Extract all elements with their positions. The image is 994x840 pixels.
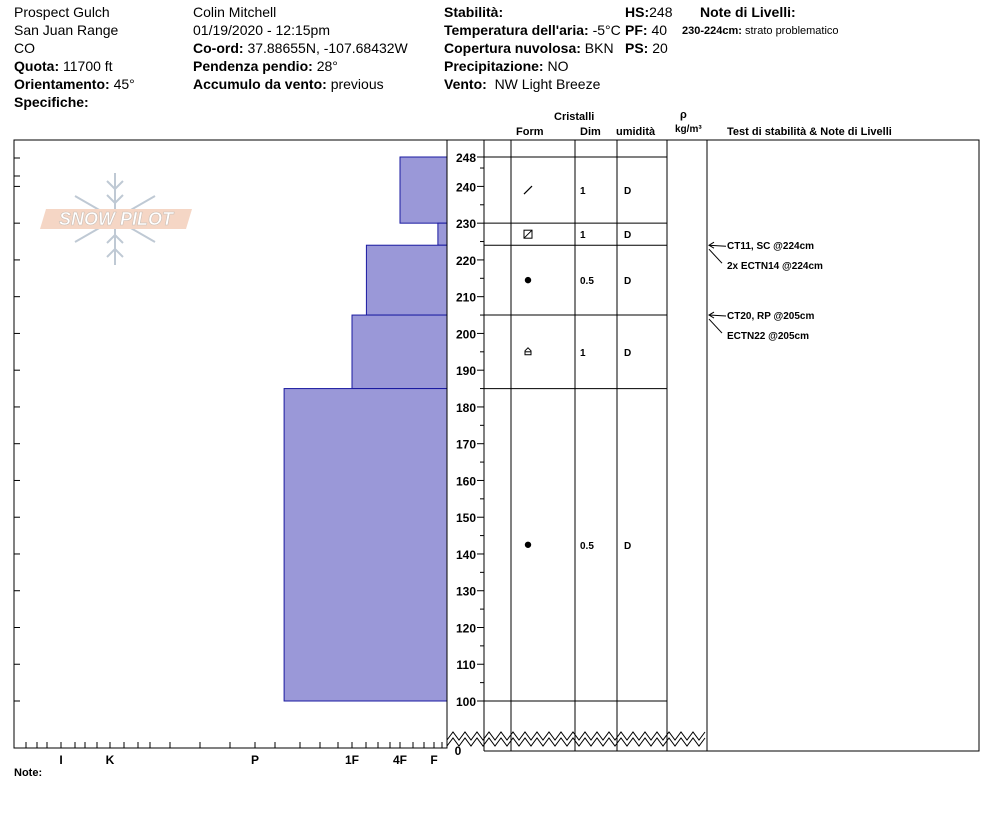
col-density-unit: kg/m³ [675,124,702,135]
depth-tick-label: 100 [455,695,477,709]
depth-tick-label: 140 [455,547,477,562]
layer-dim: 1 [580,230,586,242]
snowpilot-logo-text: SNOW PILOT [59,209,173,229]
test-result: ECTN22 @205cm [727,331,810,343]
test-result: CT20, RP @205cm [727,311,815,323]
coord-value: 37.88655N, -107.68432W [247,40,408,56]
range: San Juan Range [14,22,119,38]
temp-label: Temperatura dell'aria: [444,22,589,38]
hardness-bar [284,389,447,701]
col-cristalli: Cristalli [554,111,595,123]
depth-tick-label: 160 [455,474,477,489]
axis-break-zigzag-lower [447,738,705,746]
nuvolosa-label: Copertura nuvolosa: [444,40,581,56]
layer-umidita: D [624,186,632,198]
hardness-bar [400,157,447,223]
note-label: Note: [14,767,43,779]
test-pointer [709,315,726,316]
hardness-label-f: F [430,753,438,767]
pf-value: 40 [651,22,668,38]
orient-label: Orientamento: [14,76,110,92]
depth-tick-label: 240 [455,180,477,195]
test-pointer [709,249,722,263]
quota-value: 11700 ft [63,58,113,74]
col-dim: Dim [580,126,601,138]
col-rho: ρ [680,109,687,121]
pendenza-value: 28° [316,58,338,74]
depth-tick-label: 230 [455,217,477,232]
vento-value: NW Light Breeze [494,76,601,92]
test-notes-frame [707,140,979,751]
test-result: 2x ECTN14 @224cm [727,261,823,273]
hardness-label-p: P [250,753,260,767]
hardness-label-1f: 1F [344,753,360,767]
ps-value: 20 [652,40,668,56]
hs-value: 248 [649,4,673,20]
col-form: Form [516,126,544,138]
hardness-bar [352,315,447,389]
rounded-grains-icon [525,277,531,283]
depth-tick-label: 110 [456,658,476,673]
orient-value: 45° [113,76,135,92]
depth-tick-label: 170 [455,437,477,452]
precip-label: Precipitazione: [444,58,544,74]
axis-break-zigzag-upper [447,732,705,740]
col-test: Test di stabilità & Note di Livelli [727,126,892,138]
layer-dim: 0.5 [580,540,594,552]
pf-label: PF: [625,22,648,38]
depth-tick-label: 210 [455,290,477,305]
test-pointer [709,319,722,333]
specifiche-label: Specifiche: [14,94,89,110]
layer-umidita: D [624,540,632,552]
depth-tick-label: 180 [455,400,477,415]
quota-label: Quota: [14,58,60,74]
note-livelli-range: 230-224cm: [682,25,742,37]
stabilita-label: Stabilità: [444,4,504,20]
precipitation-particles-icon [524,186,532,194]
pendenza-label: Pendenza pendio: [193,58,313,74]
datetime: 01/19/2020 - 12:15pm [193,22,330,38]
ps-label: PS: [625,40,649,56]
temp-value: -5°C [592,22,621,38]
observer: Colin Mitchell [193,4,277,20]
layer-dim: 0.5 [580,276,594,288]
coord-label: Co-ord: [193,40,244,56]
layer-umidita: D [624,276,632,288]
col-umidita: umidità [616,126,656,138]
layer-umidita: D [624,230,632,242]
note-livelli-text: strato problematico [745,25,839,37]
hardness-bar [438,223,447,245]
layer-umidita: D [624,347,632,359]
location: Prospect Gulch [14,4,110,20]
hardness-label-4f: 4F [392,753,408,767]
accumulo-value: previous [330,76,384,92]
nuvolosa-value: BKN [584,40,614,56]
faceted-crystals-icon-stroke [524,230,532,238]
hardness-bar [366,245,447,315]
test-pointer [709,245,726,246]
note-livelli-label: Note di Livelli: [700,4,796,20]
hardness-label-k: K [105,753,115,767]
hardness-label-i: I [59,753,63,767]
depth-tick-label: 130 [455,584,477,599]
test-result: CT11, SC @224cm [727,241,815,253]
rounded-grains-icon [525,542,531,548]
depth-tick-label: 150 [455,511,477,526]
accumulo-label: Accumulo da vento: [193,76,327,92]
layer-dim: 1 [580,186,586,198]
hs-label: HS: [625,4,650,20]
precip-value: NO [547,58,569,74]
depth-tick-label: 0 [454,744,462,758]
layer-dim: 1 [580,347,586,359]
depth-tick-label: 200 [455,327,477,342]
snowpilot-logo [40,173,192,265]
depth-tick-label: 220 [455,253,477,268]
depth-tick-label: 190 [455,364,477,379]
depth-tick-label: 120 [455,621,477,636]
depth-tick-label: 248 [455,151,477,165]
state: CO [14,40,35,56]
vento-label: Vento: [444,76,487,92]
